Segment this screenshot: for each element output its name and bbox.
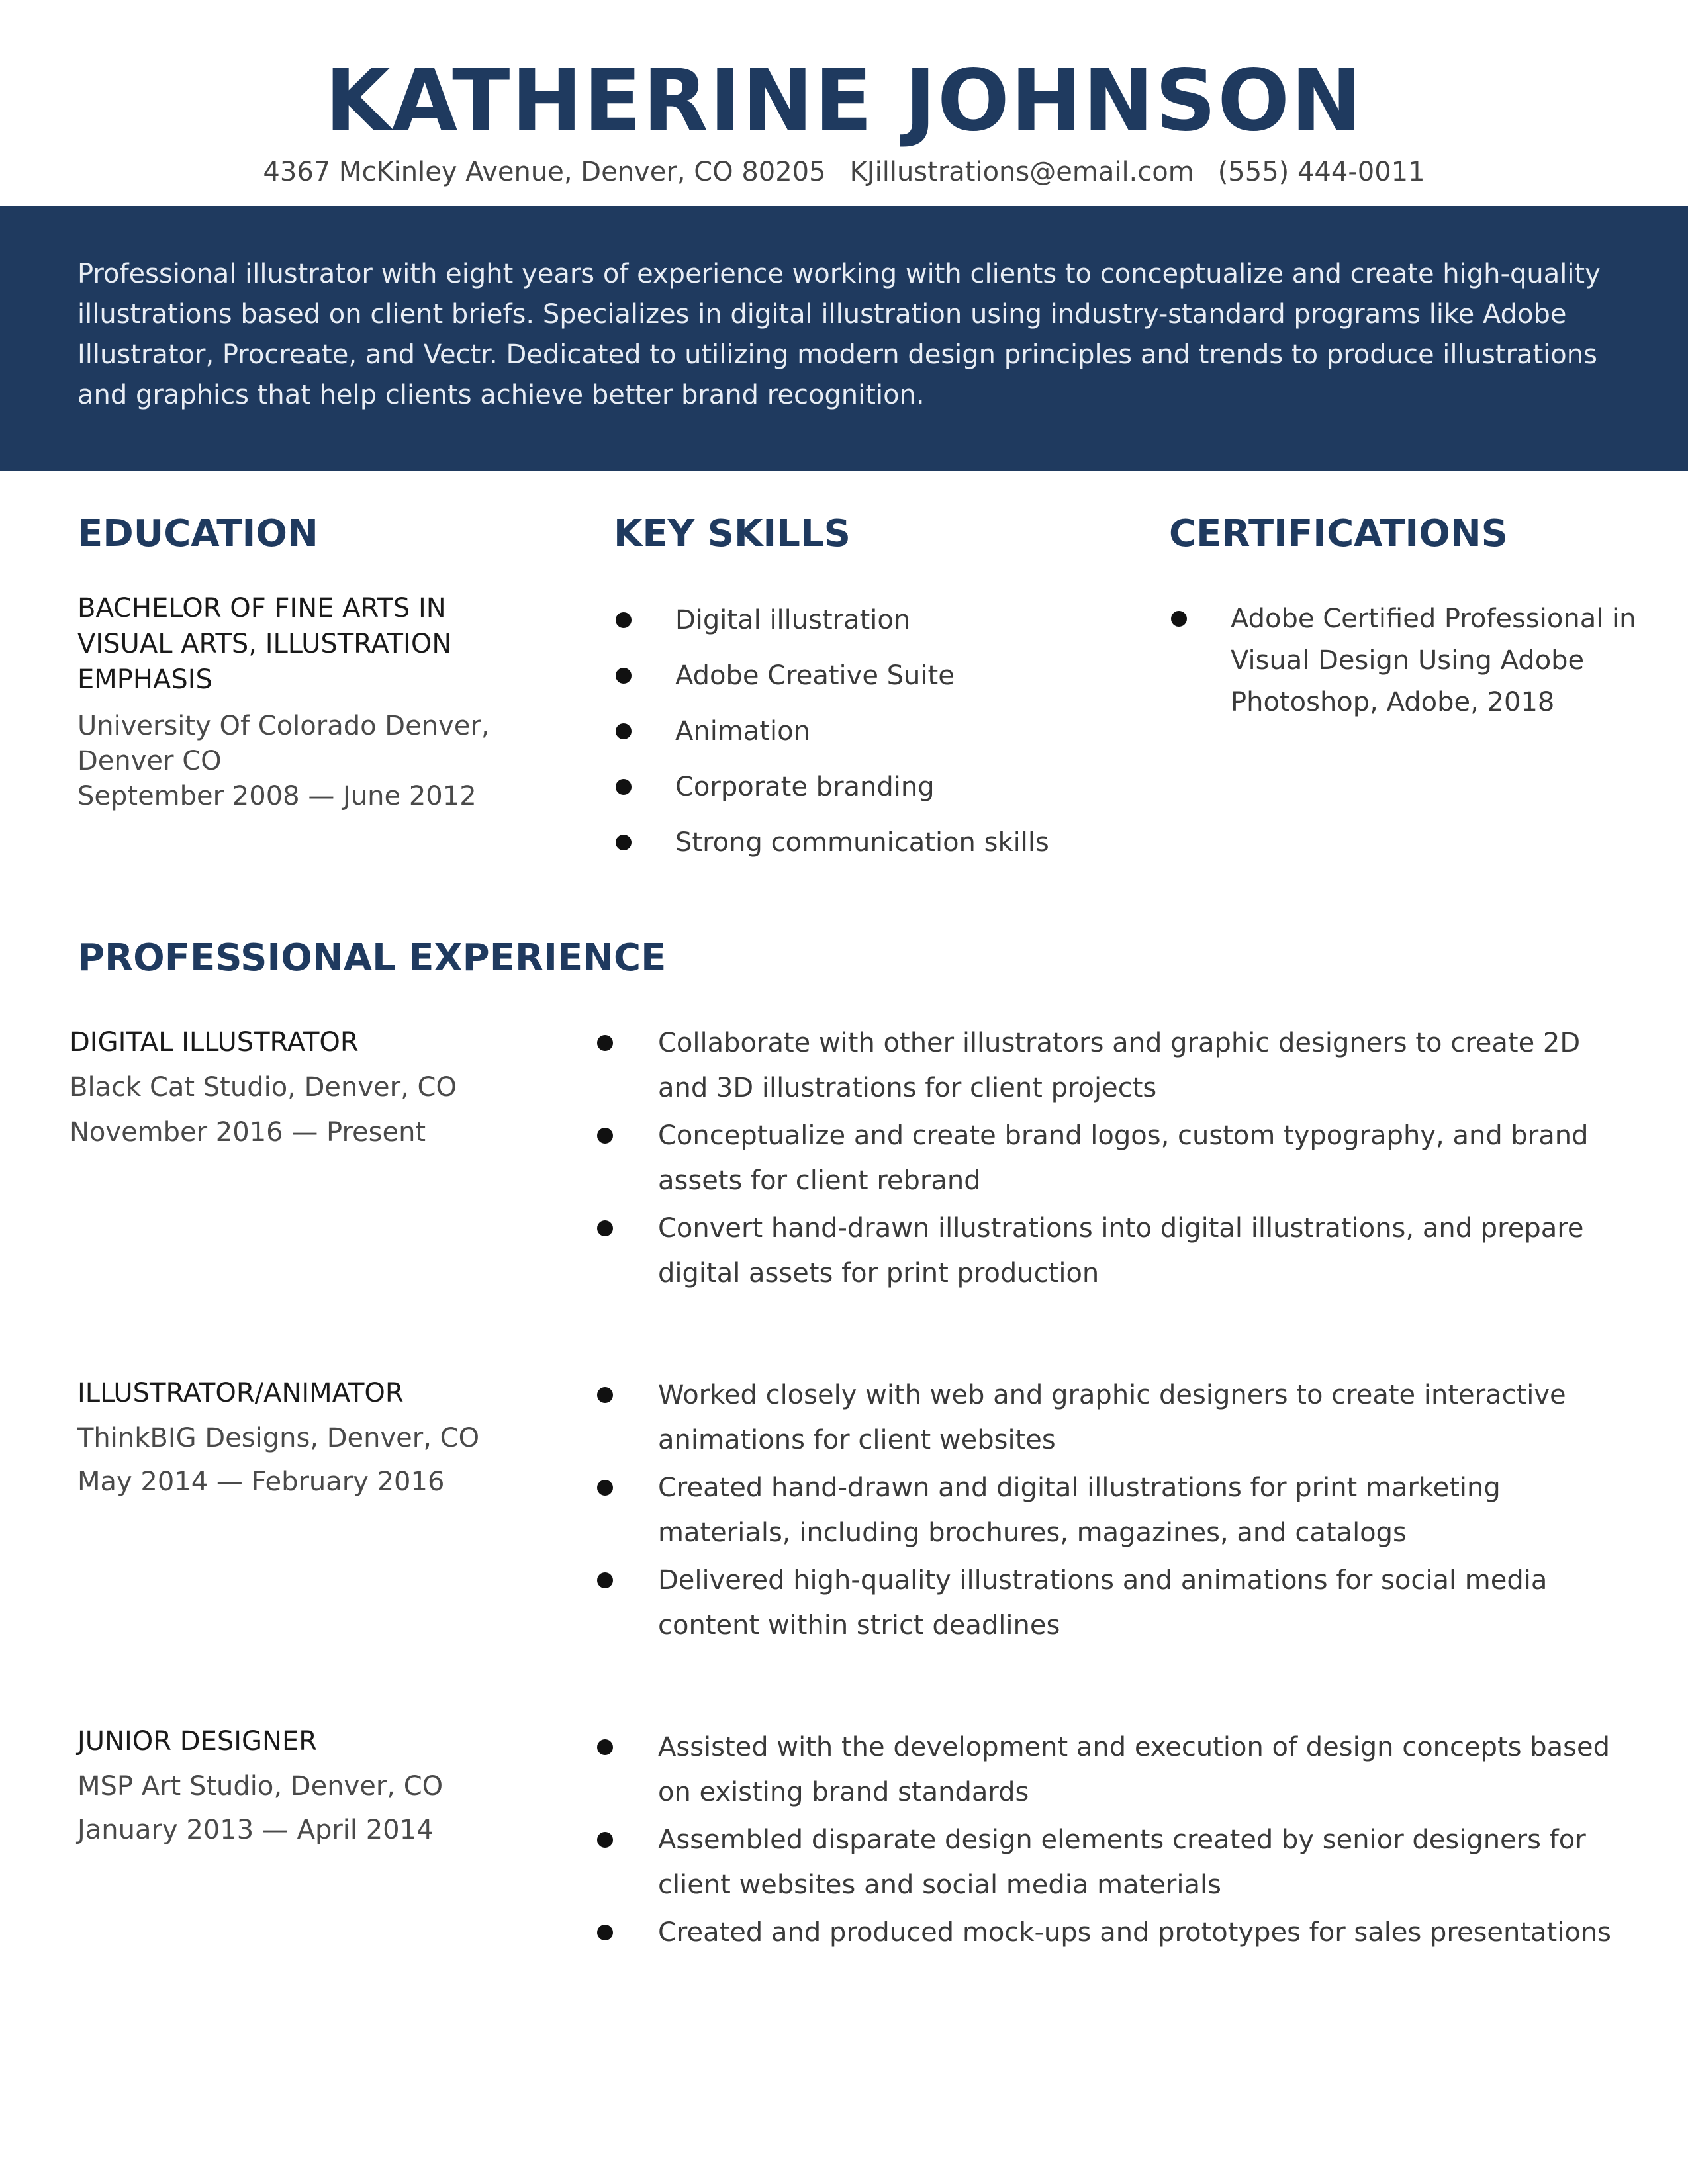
job-bullets	[595, 1373, 1628, 1651]
job-company: Black Cat Studio, Denver, CO	[70, 1072, 457, 1103]
bullet-dot	[616, 612, 632, 628]
education-dates: September 2008 — June 2012	[77, 781, 477, 811]
summary-text: Professional illustrator with eight years of experience working with clients to conceptualize and create high-quality illustrations based on client briefs. Specializes in digital illustration using industry-standard programs like Adobe Illustrator, Procreate, and Vectr. Dedicated to utilizing modern design principles and trends to produce illustrations and graphics that help clients achieve better brand recognition.	[77, 259, 1601, 410]
skill-text: Strong communication skills	[675, 827, 1049, 858]
education-school: University Of Colorado Denver,	[77, 711, 490, 741]
bullet-dot	[1171, 611, 1187, 627]
resume-name: KATHERINE JOHNSON	[324, 52, 1364, 150]
certifications-list	[1169, 598, 1646, 723]
job-title: ILLUSTRATOR/ANIMATOR	[77, 1378, 404, 1408]
job-bullet	[595, 1465, 1628, 1555]
job-bullet-text: Assisted with the development and execution of design concepts based on existing brand standards	[658, 1732, 1610, 1807]
education-heading: EDUCATION	[77, 512, 318, 555]
job-bullet	[595, 1206, 1628, 1296]
job-bullets	[595, 1725, 1628, 1958]
job-dates: January 2013 — April 2014	[77, 1815, 434, 1845]
skill-text: Corporate branding	[675, 772, 935, 802]
education-degree: BACHELOR OF FINE ARTS IN VISUAL ARTS, ILLUSTRATION EMPHASIS	[77, 593, 452, 695]
job-bullet-text: Created and produced mock-ups and prototypes for sales presentations	[658, 1917, 1612, 1948]
education-location: Denver CO	[77, 746, 222, 776]
job-bullet	[595, 1817, 1628, 1907]
bullet-dot	[616, 668, 632, 684]
job-bullet	[595, 1021, 1628, 1111]
certification-item	[1169, 598, 1646, 723]
bullet-dot	[597, 1925, 613, 1940]
bullet-dot	[616, 723, 632, 739]
job-bullet	[595, 1725, 1628, 1815]
bullet-dot	[597, 1220, 613, 1236]
skill-item	[614, 768, 1117, 805]
skill-item	[614, 602, 1117, 639]
job-bullet-text: Created hand-drawn and digital illustrations for print marketing materials, including brochures, magazines, and catalogs	[658, 1473, 1501, 1548]
bullet-dot	[597, 1128, 613, 1144]
job-bullet-text: Delivered high-quality illustrations and animations for social media content within strict deadlines	[658, 1565, 1548, 1641]
contact-phone: (555) 444-0011	[1217, 157, 1425, 187]
skill-text: Digital illustration	[675, 605, 911, 635]
contact-address: 4367 McKinley Avenue, Denver, CO 80205	[263, 157, 826, 187]
bullet-dot	[597, 1739, 613, 1755]
job-dates: May 2014 — February 2016	[77, 1467, 445, 1497]
certification-text: Adobe Certified Professional in Visual Design Using Adobe Photoshop, Adobe, 2018	[1231, 604, 1636, 717]
job-bullet-text: Assembled disparate design elements created by senior designers for client websites and social media materials	[658, 1825, 1586, 1900]
job-bullet	[595, 1558, 1628, 1648]
bullet-dot	[616, 779, 632, 795]
skills-heading: KEY SKILLS	[614, 512, 851, 555]
job-bullet	[595, 1373, 1628, 1463]
bullet-dot	[597, 1480, 613, 1496]
skill-text: Animation	[675, 716, 810, 747]
job-title: JUNIOR DESIGNER	[77, 1726, 318, 1756]
job-bullet-text: Convert hand-drawn illustrations into digital illustrations, and prepare digital assets for print production	[658, 1213, 1584, 1289]
bullet-dot	[597, 1832, 613, 1848]
job-bullets	[595, 1021, 1628, 1298]
job-bullet-text: Worked closely with web and graphic designers to create interactive animations for client websites	[658, 1380, 1566, 1455]
bullet-dot	[597, 1572, 613, 1588]
job-bullet-text: Conceptualize and create brand logos, custom typography, and brand assets for client rebrand	[658, 1120, 1589, 1196]
experience-heading: PROFESSIONAL EXPERIENCE	[77, 936, 667, 979]
certifications-heading: CERTIFICATIONS	[1169, 512, 1509, 555]
skill-item	[614, 713, 1117, 750]
job-title: DIGITAL ILLUSTRATOR	[70, 1027, 359, 1058]
job-company: ThinkBIG Designs, Denver, CO	[77, 1423, 480, 1453]
job-dates: November 2016 — Present	[70, 1117, 426, 1148]
skill-item	[614, 824, 1117, 861]
bullet-dot	[597, 1035, 613, 1051]
job-bullet-text: Collaborate with other illustrators and graphic designers to create 2D and 3D illustrations for client projects	[658, 1028, 1581, 1103]
bullet-dot	[597, 1387, 613, 1403]
job-company: MSP Art Studio, Denver, CO	[77, 1771, 444, 1801]
skill-text: Adobe Creative Suite	[675, 660, 955, 691]
bullet-dot	[616, 835, 632, 850]
job-bullet	[595, 1910, 1628, 1955]
contact-email[interactable]: KJillustrations@email.com	[849, 157, 1194, 187]
skill-item	[614, 657, 1117, 694]
contact-line	[0, 154, 1688, 191]
job-bullet	[595, 1113, 1628, 1203]
skills-list	[614, 602, 1117, 880]
